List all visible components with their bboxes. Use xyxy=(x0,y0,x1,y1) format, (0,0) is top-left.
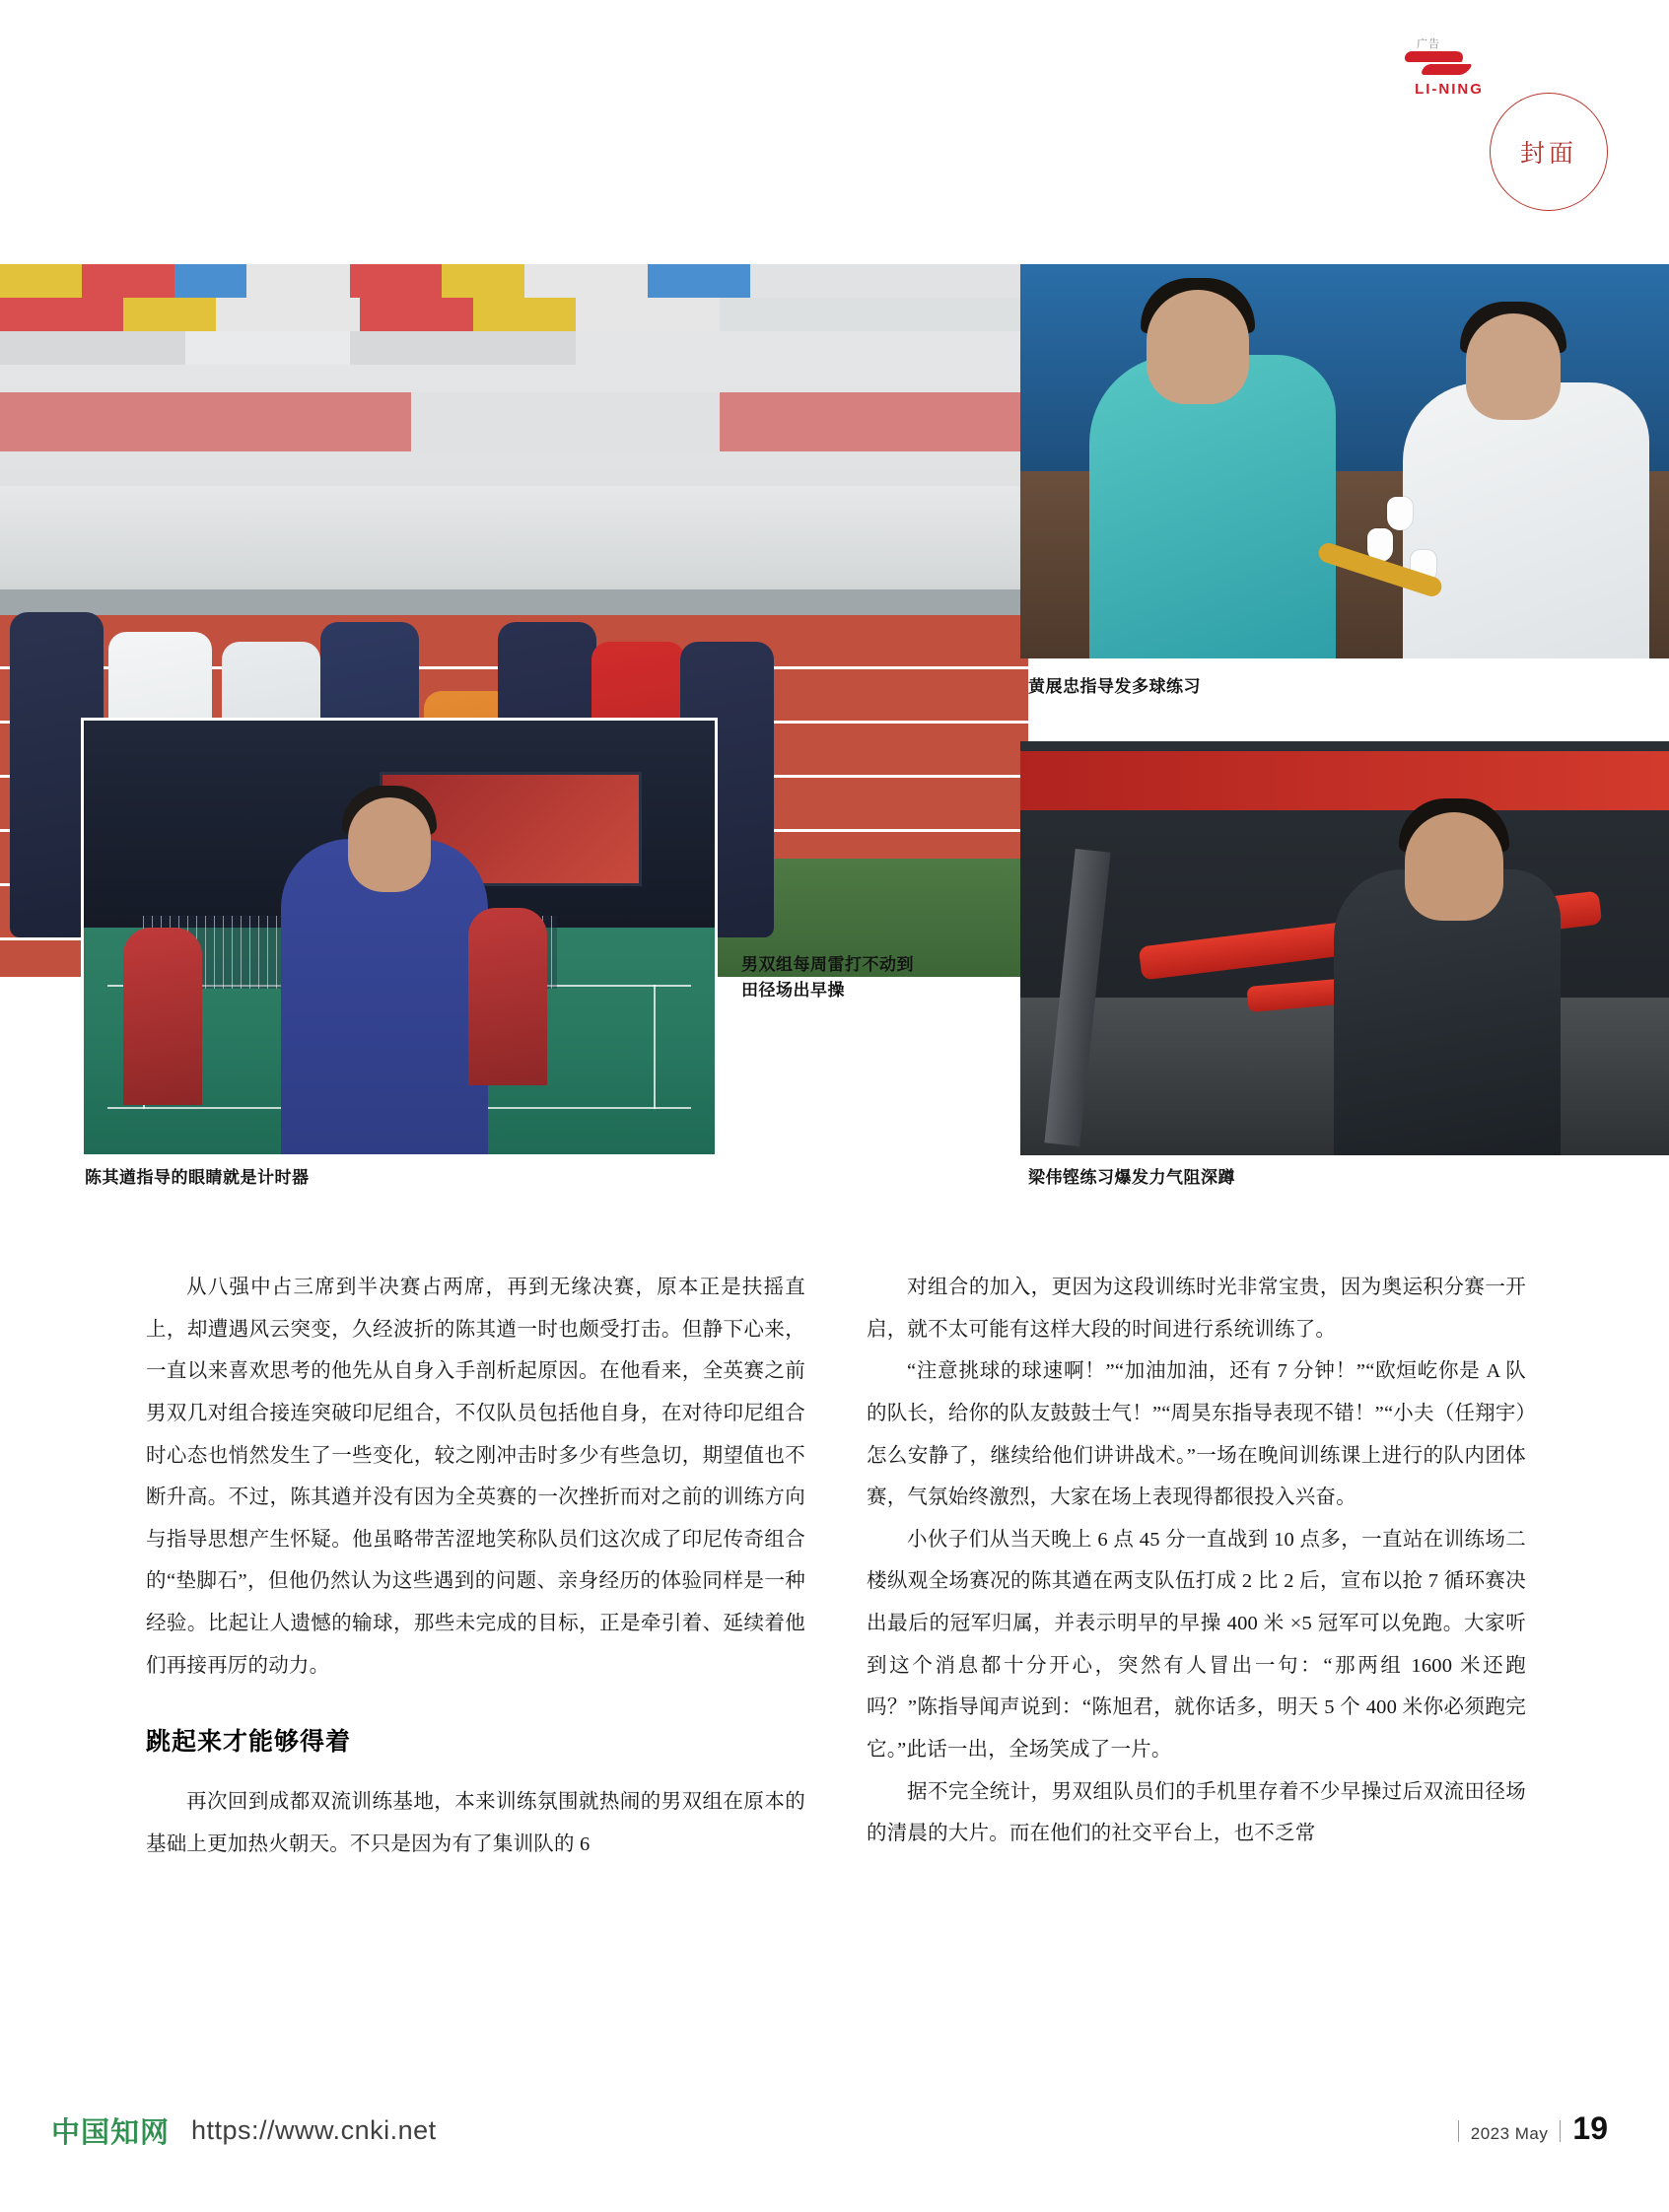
caption-multiball: 黄展忠指导发多球练习 xyxy=(1028,677,1201,696)
paragraph: 小伙子们从当天晚上 6 点 45 分一直战到 10 点多，一直站在训练场二楼纵观全场赛况的陈其遒在两支队伍打成 2 比 2 后，宣布以抢 7 循环赛决出最后的冠军归属，并表示明早的早操 400 米 ×5 冠军可以免跑。大家听到这个消息都十分开心，突然有人冒出一句：“那两组 1600 米还跑吗？”陈指导闻声说到：“陈旭君，就你话多，明天 5 个 400 米你必须跑完它。”此话一出，全场笑成了一片。 xyxy=(867,1528,1526,1761)
section-badge-label: 封面 xyxy=(1519,140,1577,168)
paragraph: 对组合的加入，更因为这段训练时光非常宝贵，因为奥运积分赛一开启，就不太可能有这样大段的时间进行系统训练了。 xyxy=(867,1277,1526,1341)
footer-divider xyxy=(1560,2120,1561,2142)
photo-coach-stopwatch xyxy=(81,718,718,1157)
paragraph: “注意挑球的球速啊！”“加油加油，还有 7 分钟！”“欧烜屹你是 A 队的队长，给你的队友鼓鼓士气！”“周昊东指导表现不错！”“小夫（任翔宇）怎么安静了，继续给他们讲讲战术。”一场在晚间训练课上进行的队内团体赛，气氛始终激烈，大家在场上表现得都很投入兴奋。 xyxy=(867,1360,1526,1509)
article-column-left xyxy=(146,1267,805,2095)
gym-banner xyxy=(1020,751,1669,810)
section-badge xyxy=(1490,93,1608,211)
paragraph: 从八强中占三席到半决赛占两席，再到无缘决赛，原本正是扶摇直上，却遭遇风云突变，久经波折的陈其遒一时也颇受打击。但静下心来，一直以来喜欢思考的他先从自身入手剖析起原因。在他看来，全英赛之前男双几对组合接连突破印尼组合，不仅队员包括他自身，在对待印尼组合时心态也悄然发生了一些变化，较之刚冲击时多少有些急切，期望值也不断升高。不过，陈其遒并没有因为全英赛的一次挫折而对之前的训练方向与指导思想产生怀疑。他虽略带苦涩地笑称队员们这次成了印尼传奇组合的“垫脚石”，但他仍然认为这些遇到的问题、亲身经历的体验同样是一种经验。比起让人遗憾的输球，那些未完成的目标，正是牵引着、延续着他们再接再厉的动力。 xyxy=(146,1277,805,1677)
header-brand-area xyxy=(1354,35,1590,183)
advertisement-tag: 广告 xyxy=(1417,38,1440,50)
stadium-stands xyxy=(0,264,1028,486)
player-figure xyxy=(468,908,547,1085)
track-wall xyxy=(0,589,1028,615)
caption-running xyxy=(741,952,998,1004)
paragraph: 据不完全统计，男双组队员们的手机里存着不少早操过后双流田径场的清晨的大片。而在他们的社交平台上，也不乏常 xyxy=(867,1780,1526,1845)
li-ning-logo xyxy=(1391,51,1507,108)
page-footer xyxy=(1458,2110,1608,2147)
article-subheading: 跳起来才能够得着 xyxy=(146,1728,352,1757)
caption-running-line-1: 男双组每周雷打不动到 xyxy=(741,955,914,974)
cnki-watermark xyxy=(51,2110,437,2151)
player-figure xyxy=(123,928,202,1105)
issue-date: 2023 May xyxy=(1470,2124,1549,2143)
page-number: 19 xyxy=(1572,2110,1608,2146)
paragraph: 再次回到成都双流训练基地，本来训练氛围就热闹的男双组在原本的基础上更加热火朝天。不只是因为有了集训队的 6 xyxy=(146,1791,805,1855)
cnki-url[interactable]: https://www.cnki.net xyxy=(191,2115,437,2145)
caption-running-line-2: 田径场出早操 xyxy=(741,981,845,1001)
player-figure xyxy=(1403,382,1649,658)
article-body xyxy=(146,1267,1526,2095)
coach-head xyxy=(1147,290,1249,404)
photo-multiball-coaching xyxy=(1020,264,1669,658)
shuttlecock-icon xyxy=(1387,497,1413,530)
caption-squat: 梁伟铿练习爆发力气阻深蹲 xyxy=(1028,1168,1235,1187)
coach-head xyxy=(348,797,431,892)
li-ning-mark-icon xyxy=(1405,51,1478,77)
photo-resistance-squat xyxy=(1020,741,1669,1155)
article-column-right xyxy=(867,1267,1526,2095)
athlete-head xyxy=(1405,812,1503,921)
cnki-logo: 中国知网 xyxy=(51,2117,171,2149)
footer-divider xyxy=(1458,2120,1459,2142)
li-ning-wordmark: LI-NING xyxy=(1415,81,1484,98)
caption-coach: 陈其遒指导的眼睛就是计时器 xyxy=(85,1168,310,1187)
player-head xyxy=(1466,313,1561,420)
